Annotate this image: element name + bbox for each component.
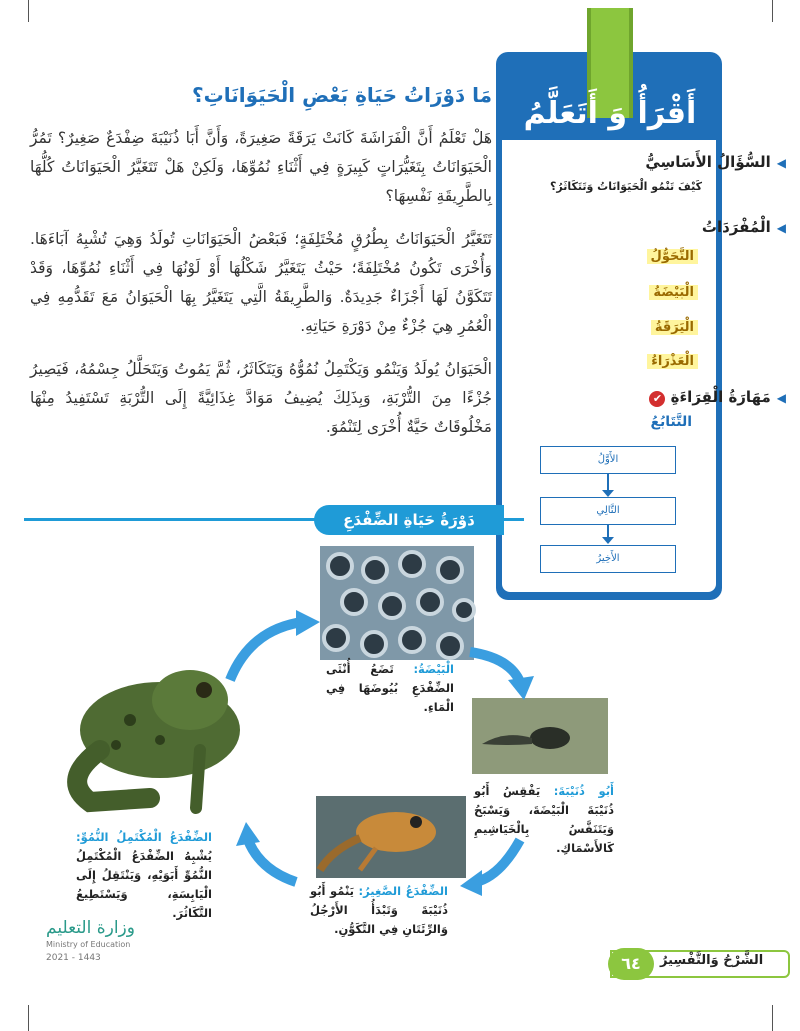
- triangle-icon: ◀: [776, 156, 786, 170]
- caption-text: يُشْبِهُ الضِّفْدَعُ الْمُكْتَمِلُ النُّمُوِّ أَبَوَيْهِ، وَيَنْتَقِلُ إِلَى الْيَابِسَةِ، وَيَسْتَطِيعُ التَّكَاثُرَ.: [76, 849, 212, 920]
- ministry-logo-text: وزارة التعليم: [46, 918, 135, 938]
- crop-mark: [28, 0, 29, 22]
- triangle-icon: ◀: [776, 221, 786, 235]
- section-title: مَا دَوْرَاتُ حَيَاةِ بَعْضِ الْحَيَوَانَاتِ؟: [192, 83, 492, 107]
- crop-mark: [28, 1005, 29, 1031]
- sidebar-title: أَقْرَأُ وَ أَتَعَلَّمُ: [523, 96, 697, 131]
- essential-question-label: السُّؤَالُ الأَسَاسِيُّ: [645, 153, 771, 171]
- caption-term: الْبَيْضَةُ:: [413, 662, 454, 676]
- vocab-label: الْمُفْرَدَاتُ: [701, 218, 771, 236]
- page-number: ٦٤: [608, 948, 654, 980]
- vocab-term: الْيَرَقَةُ: [651, 320, 698, 335]
- sequence-next: التَّالِي: [540, 497, 676, 525]
- arrow-down-icon: [602, 490, 614, 497]
- egg-photo: [320, 546, 474, 660]
- sequence-first: الأَوَّلُ: [540, 446, 676, 474]
- vocab-term: التَّحَوُّلُ: [647, 249, 698, 264]
- caption-term: الضِّفْدَعُ الصَّغِيرُ:: [358, 884, 448, 898]
- arrow-head-icon: [236, 822, 260, 846]
- vocab-heading: [702, 218, 786, 236]
- ministry-english: Ministry of Education: [46, 940, 131, 949]
- frog-cycle-title: دَوْرَةُ حَيَاةِ الضِّفْدَعِ: [314, 505, 504, 535]
- reading-skill: التَّتَابُعُ: [650, 414, 692, 430]
- crop-mark: [772, 1005, 773, 1031]
- crop-mark: [772, 0, 773, 22]
- caption-text: يَفْقِسُ أَبُو ذُنَيْبَةَ الْبَيْضَةَ، وَيَسْبَحُ وَيَتَنَفَّسُ بِالْخَيَاشِيمِ كَالأَسْمَاكِ.: [474, 784, 614, 855]
- footer-section: الشَّرْحُ وَالتَّفْسِيرُ: [660, 953, 764, 968]
- reading-skill-heading: [649, 388, 786, 407]
- essential-question: كَيْفَ تَنْمُو الْحَيَوَانَاتُ وَتَتَكَاثَرُ؟: [549, 180, 702, 193]
- vocab-term: الْبَيْضَةُ: [649, 285, 698, 300]
- tadpole-photo: [472, 698, 608, 774]
- caption-froglet: [310, 882, 448, 939]
- cycle-arrow-icon: [230, 622, 302, 680]
- caption-term: الضِّفْدَعُ الْمُكْتَمِلُ النُّمُوِّ:: [76, 830, 212, 844]
- check-icon: ✔: [649, 391, 665, 407]
- caption-text: يَنْمُو أَبُو ذُنَيْبَةَ وَتَبْدَأُ الأَرْجُلُ وَالرِّئَتَانِ فِي التَّكَوُّنِ.: [310, 884, 448, 936]
- caption-tadpole: [474, 782, 614, 858]
- triangle-icon: ◀: [776, 391, 786, 405]
- main-text: [30, 82, 492, 456]
- cycle-arrow-icon: [470, 652, 520, 682]
- caption-text: تَضَعُ أُنْثَى الضِّفْدَعِ بُيُوضَهَا فِي الْمَاءِ.: [326, 662, 454, 714]
- adult-frog-photo: [77, 670, 240, 808]
- caption-egg: [326, 660, 454, 717]
- paragraph-2: تَتَغَيَّرُ الْحَيَوَانَاتُ بِطُرُقٍ مُخْتَلِفَةٍ؛ فَبَعْضُ الْحَيَوَانَاتِ تُولَدُ وَهِيَ تُشْبِهُ آبَاءَهَا. وَأُخْرَى تَكُونُ مُخْتَلِفَةً؛ حَيْثُ يَتَغَيَّرُ شَكْلُهَا أَوْ لَوْنُهَا فِي أَثْنَاءِ نُمُوِّهَا، وَقَدْ تَتَكَوَّنُ لَهَا أَجْزَاءٌ جَدِيدَةٌ. وَالطَّرِيقَةُ الَّتِي يَتَغَيَّرُ بِهَا الْحَيَوَانُ مَعَ تَقَدُّمِهِ فِي الْعُمُرِ هِيَ جُزْءٌ مِنْ دَوْرَةِ حَيَاتِهِ.: [30, 230, 492, 335]
- caption-adult: [76, 828, 212, 923]
- arrow-head-icon: [508, 676, 534, 700]
- paragraph-3: الْحَيَوَانُ يُولَدُ وَيَنْمُو وَيَكْتَمِلُ نُمُوُّهُ وَيَتَكَاثَرُ، ثُمَّ يَمُوتُ وَيَتَحَلَّلُ جِسْمُهُ، فَيَصِيرُ جُزْءًا مِنَ التُّرْبَةِ، وَبِذَلِكَ يُضِيفُ مَوَادَّ غِذَائِيَّةً إِلَى التُّرْبَةِ تَسْتَفِيدُ مِنْهَا مَخْلُوقَاتٌ حَيَّةٌ أُخْرَى لِتَنْمُوَ.: [30, 360, 492, 436]
- vocab-term: الْعَذْرَاءُ: [647, 354, 698, 369]
- paragraph-1: هَلْ تَعْلَمُ أَنَّ الْفَرَاشَةَ كَانَتْ يَرَقَةً صَغِيرَةً، وَأَنَّ أَبَا ذُنَيْبَةَ ضِفْدَعٌ صَغِيرٌ؟ تَمُرُّ الْحَيَوَانَاتُ بِتَغَيُّرَاتٍ كَبِيرَةٍ فِي أَثْنَاءِ نُمُوِّهَا، وَلَكِنْ هَلْ تَتَغَيَّرُ الْحَيَوَانَاتُ كُلُّهَا بِالطَّرِيقَةِ نَفْسِهَا؟: [30, 129, 492, 205]
- essential-question-heading: [645, 153, 786, 171]
- edition-year: 2021 - 1443: [46, 953, 101, 963]
- cycle-arrow-icon: [248, 840, 296, 882]
- reading-skill-label: مَهَارَةُ الْقِرَاءَةِ: [670, 388, 771, 406]
- sequence-last: الأَخِيرُ: [540, 545, 676, 573]
- froglet-photo: [316, 796, 466, 878]
- caption-term: أَبُو ذُنَيْبَةَ:: [553, 784, 614, 798]
- arrow-head-icon: [296, 610, 320, 636]
